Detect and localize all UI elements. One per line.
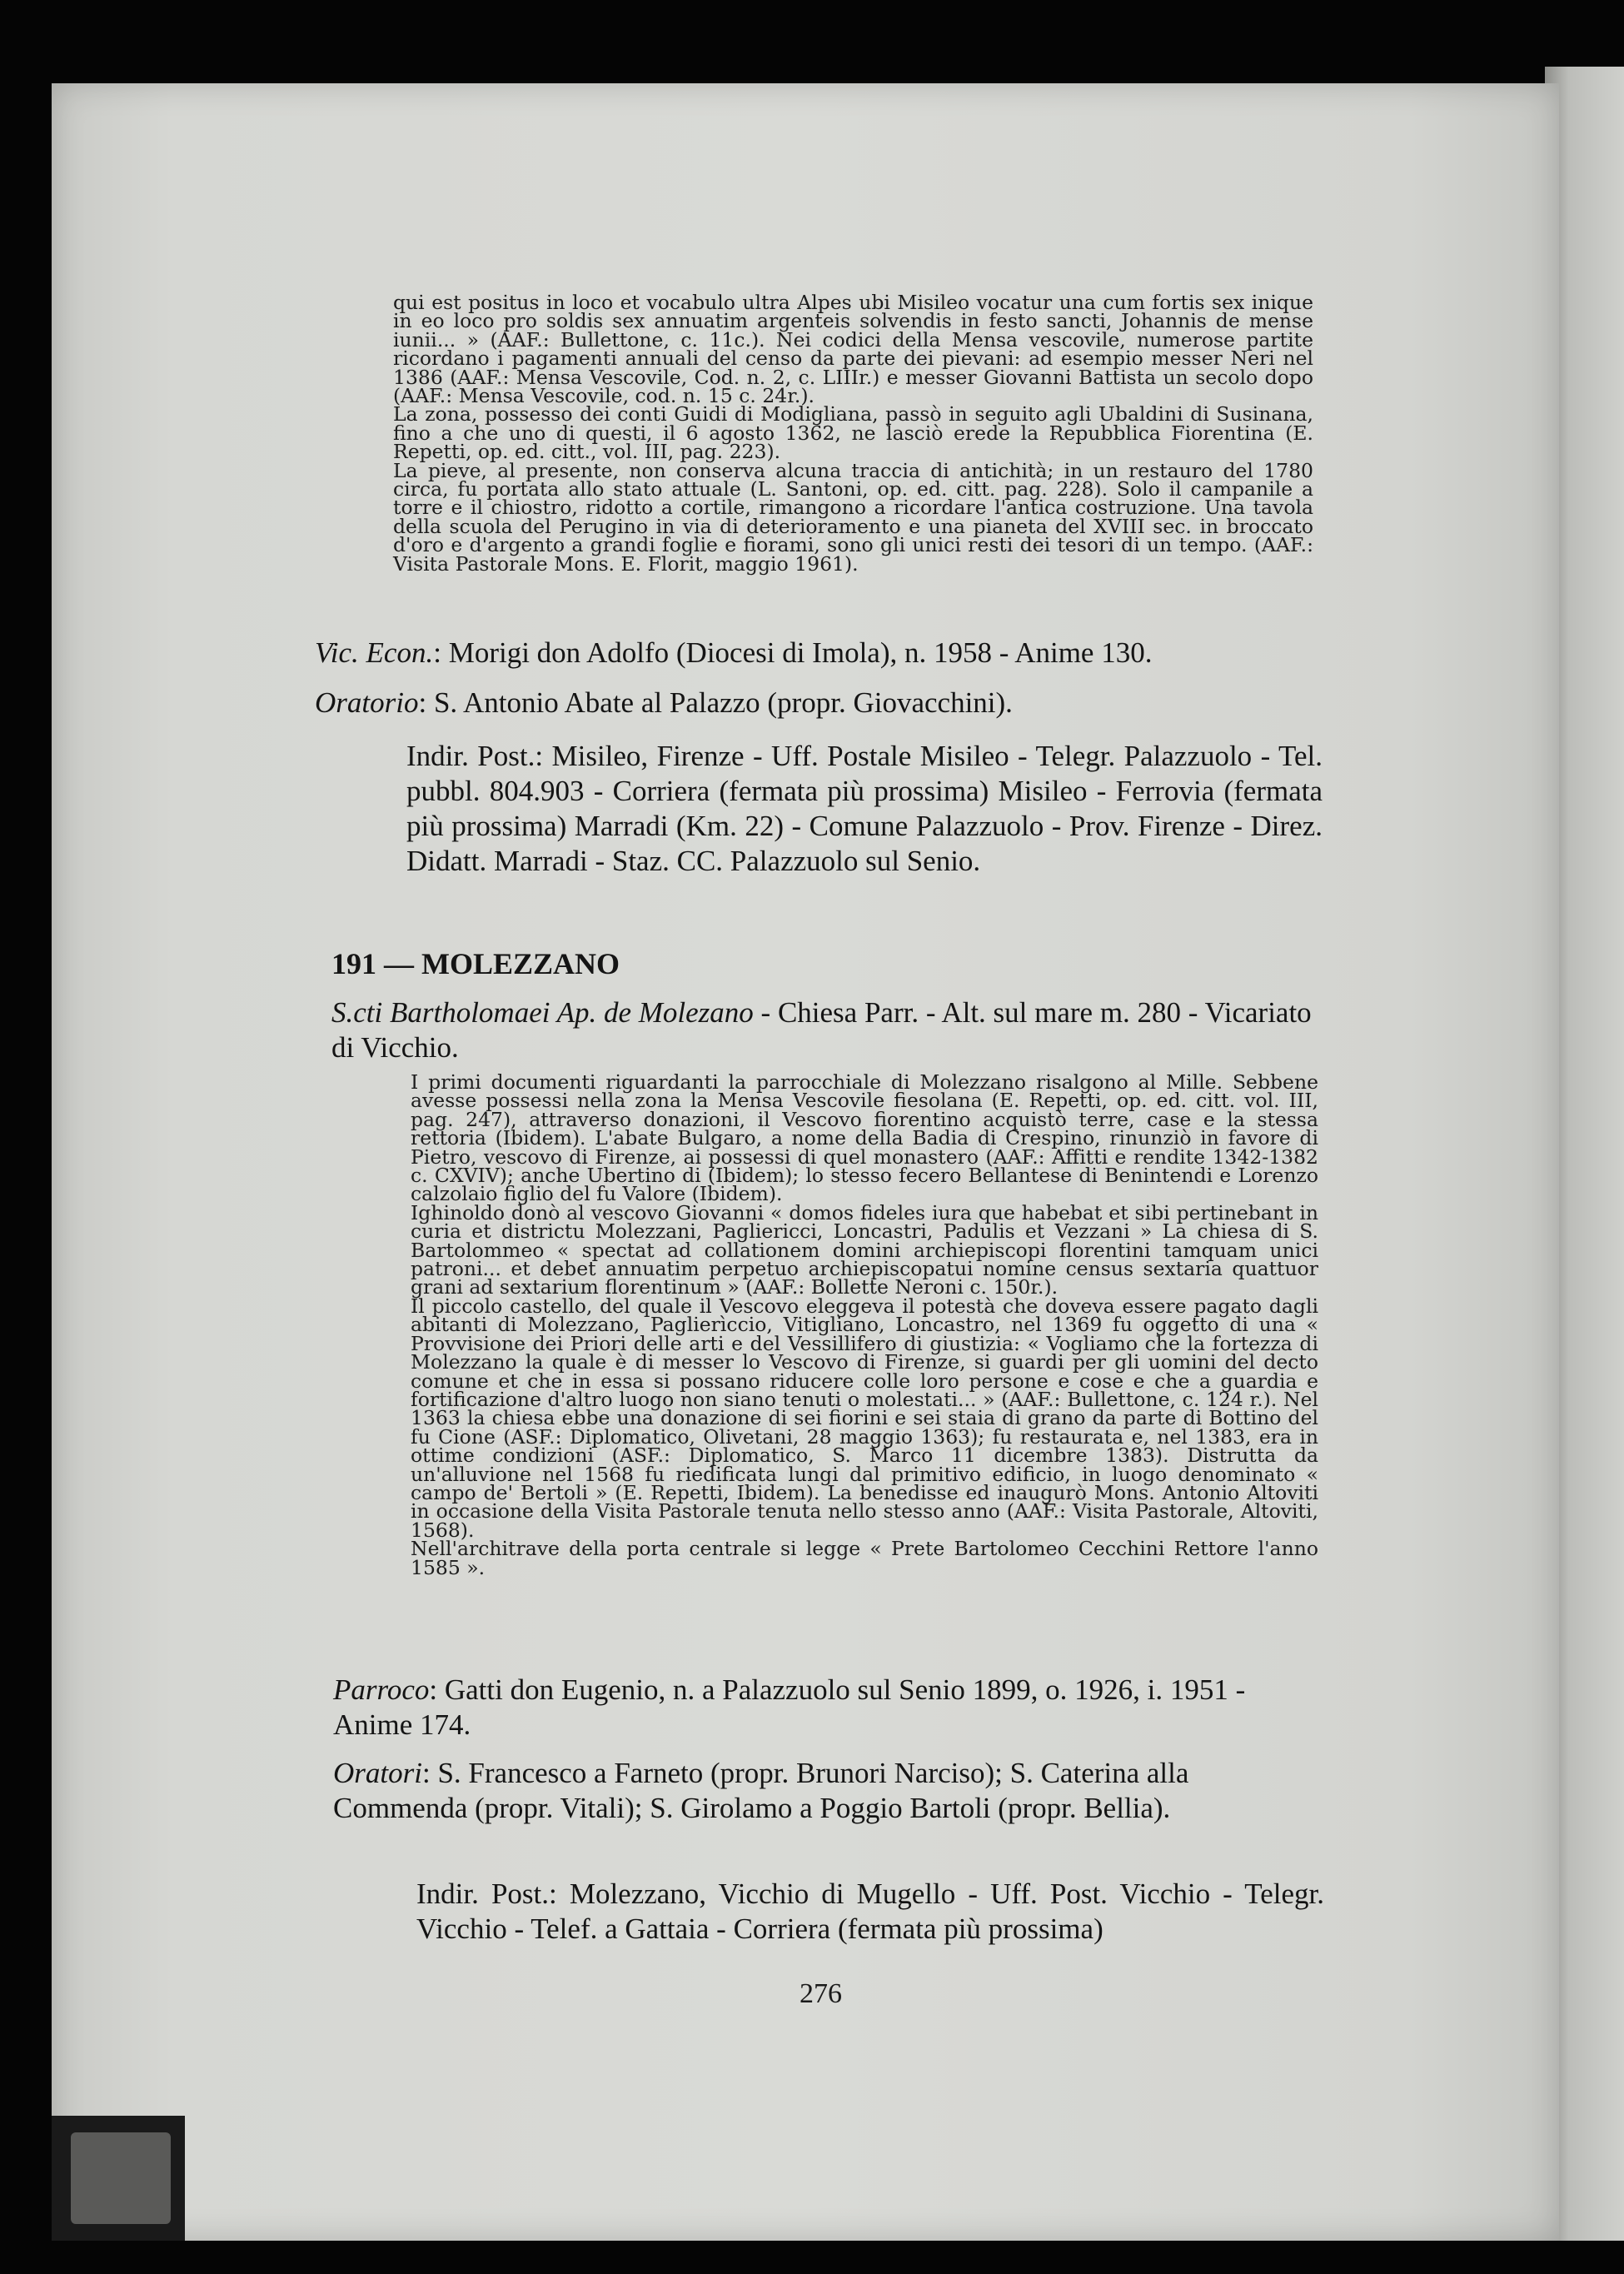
entry-latin-name: S.cti Bartholomaei Ap. de Molezano — [331, 996, 754, 1029]
entry-title — [331, 995, 1323, 1065]
parroco-label: Parroco — [333, 1673, 430, 1706]
history-notes — [411, 1070, 1318, 1579]
postal-info-1: Indir. Post.: Misileo, Firenze - Uff. Postale Misileo - Telegr. Palazzuolo - Tel. pubbl. 804.903 - Corriera (fermata più prossima) Misileo - Ferrovia (fermata più prossima) Marradi (Km. 22) - Comune Palazzuolo - Prov. Firenze - Direz. Didatt. Marradi - Staz. CC. Palazzuolo sul Senio. — [406, 740, 1323, 877]
vic-econ-text: : Morigi don Adolfo (Diocesi di Imola), n. 1958 - Anime 130. — [433, 636, 1153, 669]
parroco-text: : Gatti don Eugenio, n. a Palazzuolo sul Senio 1899, o. 1926, i. 1951 - Anime 174. — [333, 1673, 1246, 1741]
entry-description: - Chiesa Parr. - Alt. sul mare m. 280 - Vicariato di Vicchio. — [331, 996, 1312, 1064]
entry-heading: 191 — MOLEZZANO — [331, 947, 620, 980]
oratorio-text: : S. Antonio Abate al Palazzo (propr. Giovacchini). — [418, 686, 1013, 719]
intro-paragraph-2: La zona, possesso dei conti Guidi di Modigliana, passò in seguito agli Ubaldini di Susinana, fino a che uno di questi, il 6 agosto 1362, ne lasciò erede la Repubblica Fiorentina (E. Repetti, op. ed. citt., vol. III, pag. 223). — [393, 402, 1313, 464]
oratori-line — [333, 1756, 1324, 1826]
postal-info-2: Indir. Post.: Molezzano, Vicchio di Mugello - Uff. Post. Vicchio - Telegr. Vicchio - Telef. a Gattaia - Corriera (fermata più prossima) — [416, 1878, 1324, 1945]
oratorio-line — [315, 686, 1323, 721]
parroco-line — [333, 1673, 1324, 1743]
history-paragraph-2: Ighinoldo donò al vescovo Giovanni « domos fideles iura que habebat et sibi pertinebant in curia et districtu Molezzani, Pagliericci, Loncastri, Padulis et Vezzani » La chiesa di S. Bartolommeo « spectat ad collationem domini archiepiscopi florentini tamquam unici patroni... et debet annuatim perpetuo archiepiscopatui nomine census sextaria quattuor grani ad sextarium florentinum » (AAF.: Bollette Neroni c. 150r.). — [411, 1200, 1318, 1299]
oratori-text: : S. Francesco a Farneto (propr. Brunori Narciso); S. Caterina alla Commenda (propr. Vitali); S. Girolamo a Poggio Bartoli (propr. Bellia). — [333, 1757, 1189, 1824]
history-paragraph-1: I primi documenti riguardanti la parrocchiale di Molezzano risalgono al Mille. Sebbene avesse possessi nella zona la Mensa Vescovile fiesolana (E. Repetti, op. ed. citt. vol. III, pag. 247), attraverso donazioni, il Vescovo fiorentino acquistò terre, case e la stessa rettoria (Ibidem). L'abate Bulgaro, a nome della Badia di Crespino, rinunziò in favore di Pietro, vescovo di Firenze, ai possessi di quel monastero (AAF.: Affitti e rendite 1342-1382 c. CXVIV); anche Ubertino di (Ibidem); lo stesso fecero Bellantese di Benintendi e Lorenzo calzolaio figlio del fu Valore (Ibidem). — [411, 1070, 1318, 1206]
intro-paragraph-1: qui est positus in loco et vocabulo ultra Alpes ubi Misileo vocatur una cum fortis sex inique in eo loco pro soldis sex annuatim argenteis solvendis in festo sancti, Johannis de mense iunii... » (AAF.: Bullettone, c. 11c.). Nei codici della Mensa vescovile, numerose partite ricordano i pagamenti annuali del censo da parte dei pievani: ad esempio messer Neri nel 1386 (AAF.: Mensa Vescovile, Cod. n. 2, c. LIIIr.) e messer Giovanni Battista un secolo dopo (AAF.: Mensa Vescovile, cod. n. 15 c. 24r.). — [393, 291, 1313, 408]
vic-econ-label: Vic. Econ. — [315, 636, 434, 669]
binding-clip-inner — [71, 2132, 171, 2224]
intro-notes — [393, 291, 1313, 576]
oratorio-label: Oratorio — [315, 686, 419, 719]
history-paragraph-4: Nell'architrave della porta centrale si legge « Prete Bartolomeo Cecchini Rettore l'anno 1585 ». — [411, 1537, 1318, 1579]
page-number: 276 — [800, 1978, 842, 2009]
vic-econ-line — [315, 636, 1323, 671]
oratori-label: Oratori — [333, 1757, 422, 1789]
intro-paragraph-3: La pieve, al presente, non conserva alcuna traccia di antichità; in un restauro del 1780 circa, fu portata allo stato attuale (L. Santoni, op. ed. citt. pag. 228). Solo il campanile a torre e il chiostro, ridotto a cortile, rimangono a ricordare l'antica costruzione. Una tavola della scuola del Perugino in via di deterioramento e una pianeta del XVIII sec. in broccato d'oro e d'argento a grandi foglie e fiorami, sono gli unici resti dei tesori di un tempo. (AAF.: Visita Pastorale Mons. E. Florit, maggio 1961). — [393, 458, 1313, 576]
history-paragraph-3: Il piccolo castello, del quale il Vescovo eleggeva il potestà che doveva essere pagato dagli abitanti di Molezzano, Paglierìccio, Vitigliano, Loncastro, nel 1369 fu oggetto di una « Provvisione dei Priori delle arti e del Vessillifero di giustizia: « Vogliamo che la fortezza di Molezzano la quale è di messer lo Vescovo di Firenze, si guardi per gli uomini del decto comune et che in essa si possano riducere colle loro persone e cose e che a guardia e fortificazione d'altro luogo non siano tenuti o molestati... » (AAF.: Bullettone, c. 124 r.). Nel 1363 la chiesa ebbe una donazione di sei fiorini e sei staia di grano da parte di Bottino del fu Cione (ASF.: Diplomatico, Olivetani, 28 maggio 1363); fu restaurata e, nel 1383, era in ottime condizioni (ASF.: Diplomatico, S. Marco 11 dicembre 1383). Distrutta da un'alluvione nel 1568 fu riedificata lungi dal primitivo edificio, in luogo denominato « campo de' Bertoli » (E. Repetti, Ibidem). La benedisse ed inaugurò Mons. Antonio Altoviti in occasione della Visita Pastorale tenuta nello stesso anno (AAF.: Visita Pastorale, Altoviti, 1568). — [411, 1294, 1318, 1542]
